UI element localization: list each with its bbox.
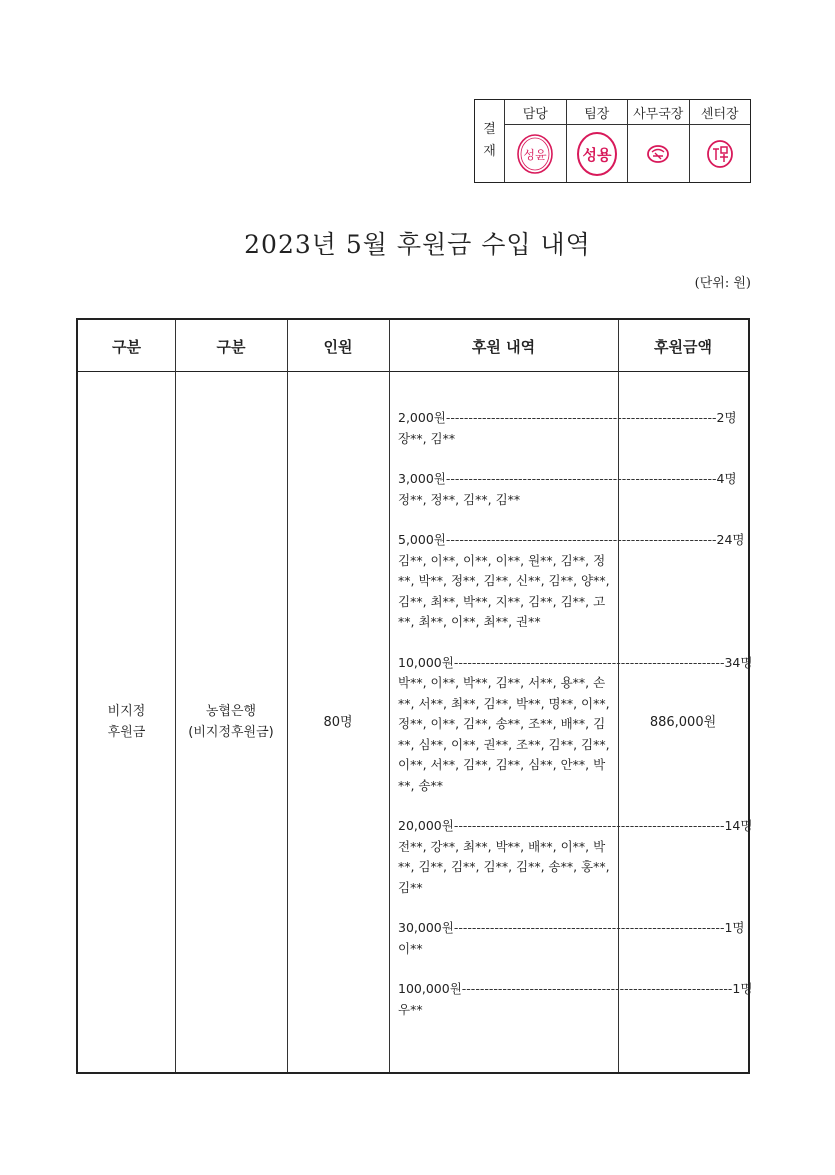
approval-title-team-lead: 팀장 [567,100,628,125]
donor-names: 이** [398,940,423,956]
approval-box [474,99,751,183]
donation-amount-line [398,918,745,939]
header-count: 인원 [323,337,353,356]
donation-group [398,469,737,510]
donation-amount-line [398,979,753,1000]
category-2-line-2: (비지정후원금) [188,725,274,740]
donor-count: 14명 [724,818,753,833]
dash-leader: ------------------------------------------------------------ [453,920,725,935]
approval-side-char-2: 재 [483,144,496,159]
donation-amount-line [398,816,753,837]
header-category-2: 구분 [216,337,246,356]
donation-amount: 2,000원 [398,410,446,425]
dash-leader: ------------------------------------------------------------ [453,818,725,833]
page-title: 2023년 5월 후원금 수입 내역 [244,230,591,259]
seal-stamp-team-lead [567,125,628,182]
donor-names: 김**, 이**, 이**, 이**, 원**, 김**, 정**, 박**, 정**, 김**, 신**, 김**, 양**, 김**, 최**, 박**, 지**, 김**, 김**, 고**, 최**, 이**, 최**, 권** [398,552,610,629]
seal-stamp-staff [505,125,566,182]
donation-group [398,816,753,898]
unit-label: (단위: 원) [694,276,751,291]
donor-count: 4명 [716,471,737,486]
donor-count: 24명 [716,532,745,547]
approval-col-center-director [690,100,751,182]
donation-amount: 30,000원 [398,920,454,935]
approval-title-center-director: 센터장 [690,100,751,125]
seal-text-team-lead: 성용 [582,145,612,164]
donation-amount: 20,000원 [398,818,454,833]
category-1-line-1: 비지정 [107,704,146,719]
category-1-line-2: 후원금 [107,725,146,740]
donation-group [398,408,737,449]
approval-title-staff: 담당 [505,100,566,125]
dash-leader: ------------------------------------------------------------ [461,981,733,996]
donation-group [398,979,753,1020]
approval-side-label [475,100,505,182]
header-category-1: 구분 [112,337,141,356]
donor-count: 34명 [724,654,753,670]
donation-table [76,318,753,1074]
donation-group [398,530,745,633]
donation-amount: 5,000원 [398,532,446,547]
dash-leader: ------------------------------------------------------------ [445,410,717,425]
column-divider [389,320,390,1072]
dash-leader: ------------------------------------------------------------ [445,532,717,547]
cell-amount-total: 886,000원 [649,714,717,730]
approval-title-secretary-general: 사무국장 [628,100,689,125]
dash-leader: ------------------------------------------------------------ [445,471,717,486]
donor-count: 2명 [716,410,737,425]
approval-col-secretary-general [628,100,690,182]
donor-names: 정**, 정**, 김**, 김** [398,491,521,507]
donor-names: 전**, 강**, 최**, 박**, 배**, 이**, 박**, 김**, 김**, 김**, 김**, 송**, 홍**, 김** [398,838,610,895]
donation-group [398,918,745,959]
approval-col-staff [505,100,567,182]
donation-amount-line [398,653,753,674]
donation-amount-line [398,530,745,551]
cell-category-2 [175,372,287,1072]
donation-amount: 100,000원 [398,981,462,996]
header-details: 후원 내역 [471,337,536,356]
approval-side-char-1: 결 [483,122,496,137]
donor-names: 박**, 이**, 박**, 김**, 서**, 용**, 손**, 서**, 최**, 김**, 박**, 명**, 이**, 정**, 이**, 김**, 송**, 조**, 배**, 김**, 심**, 이**, 권**, 조**, 김**, 김**, 이**, 서**, 김**, 김**, 심**, 안**, 박**, 송** [398,675,610,793]
donation-amount: 10,000원 [398,654,454,670]
seal-stamp-center-director [690,125,751,182]
donor-count: 1명 [724,920,745,935]
approval-col-team-lead [567,100,629,182]
dash-leader: ------------------------------------------------------------ [453,654,725,670]
header-amount: 후원금액 [654,337,712,356]
seal-stamp-secretary-general [628,125,689,182]
seal-text-staff: 성윤 [523,147,547,162]
category-2-line-1: 농협은행 [205,704,257,719]
donor-names: 우** [398,1001,423,1017]
cell-count: 80명 [323,714,353,730]
donor-count: 1명 [732,981,753,996]
donor-names: 장**, 김** [398,430,456,446]
donation-amount: 3,000원 [398,471,446,486]
cell-category-1 [78,372,175,1072]
donation-amount-line [398,469,737,490]
donation-amount-line [398,408,737,429]
